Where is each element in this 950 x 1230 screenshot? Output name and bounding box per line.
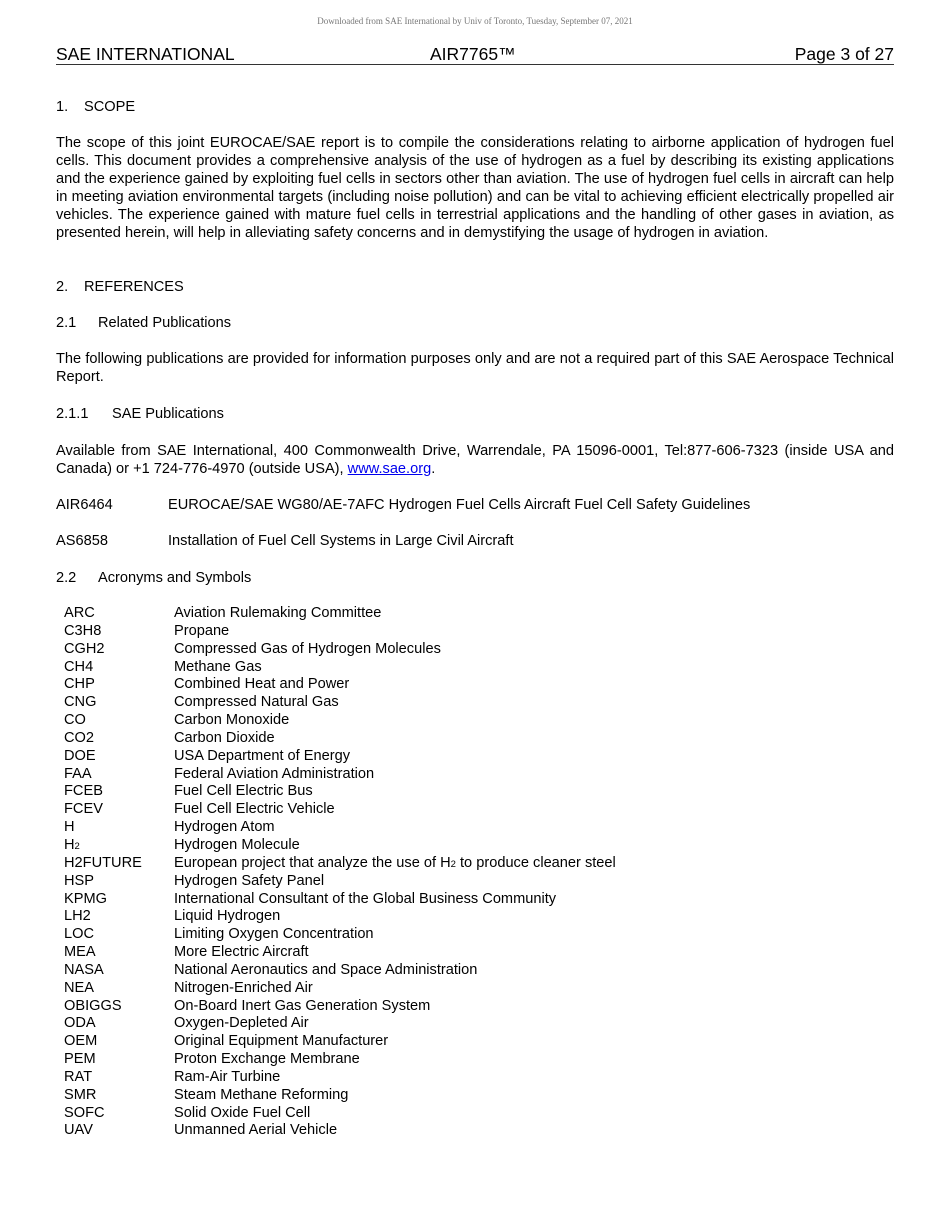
acronym-text: CHP — [64, 676, 95, 693]
acronym-row — [64, 766, 864, 784]
acronym-definition — [174, 1069, 280, 1087]
reference-description: EUROCAE/SAE WG80/AE-7AFC Hydrogen Fuel Cells Aircraft Fuel Cell Safety Guidelines — [168, 497, 751, 513]
acronym-text: FCEB — [64, 783, 103, 800]
definition-text: Oxygen-Depleted Air — [174, 1015, 309, 1032]
acronym — [64, 605, 95, 623]
acronym-definition — [174, 676, 349, 694]
acronym-text: H2FUTURE — [64, 854, 142, 871]
acronym — [64, 908, 91, 926]
section-2-heading — [56, 278, 184, 296]
definition-text: Methane Gas — [174, 658, 262, 675]
subscript: 2 — [450, 858, 456, 870]
download-watermark: Downloaded from SAE International by Univ of Toronto, Tuesday, September 07, 2021 — [317, 16, 633, 26]
acronym-text: FCEV — [64, 801, 103, 818]
definition-text: European project that analyze the use of H — [174, 854, 451, 871]
acronym-definition — [174, 1033, 388, 1051]
acronym-text: PEM — [64, 1051, 96, 1068]
acronym-row — [64, 1015, 864, 1033]
section-2-2-heading — [56, 569, 251, 587]
period: . — [431, 461, 436, 477]
definition-text: Unmanned Aerial Vehicle — [174, 1122, 338, 1139]
acronym-text: SOFC — [64, 1104, 105, 1121]
acronym-text: CO — [64, 712, 86, 729]
acronym-row — [64, 980, 864, 998]
reference-description: Installation of Fuel Cell Systems in Large Civil Aircraft — [168, 533, 514, 549]
definition-text: Ram-Air Turbine — [174, 1068, 281, 1085]
definition-text: Limiting Oxygen Concentration — [174, 926, 374, 943]
acronym-row — [64, 926, 864, 944]
acronym-definition — [174, 1087, 348, 1105]
acronym-text: OBIGGS — [64, 997, 122, 1014]
acronym-definition — [174, 873, 324, 891]
acronym-row — [64, 962, 864, 980]
definition-text: Steam Methane Reforming — [174, 1086, 349, 1103]
acronym-text: NASA — [64, 961, 104, 978]
acronym — [64, 659, 93, 677]
reference-code: AIR6464 — [56, 497, 113, 513]
acronym — [64, 801, 103, 819]
acronym — [64, 837, 80, 856]
acronym-row — [64, 641, 864, 659]
acronym-definition — [174, 819, 275, 837]
definition-text: Fuel Cell Electric Vehicle — [174, 801, 335, 818]
header-org: SAE INTERNATIONAL — [56, 44, 235, 64]
sae-website-link[interactable]: www.sae.org — [347, 461, 432, 477]
acronym-row — [64, 873, 864, 891]
acronym-definition — [174, 605, 381, 623]
acronym-text: CGH2 — [64, 640, 105, 657]
acronym — [64, 962, 104, 980]
acronym-row — [64, 783, 864, 801]
acronym-row — [64, 819, 864, 837]
section-2-1-1-heading — [56, 405, 224, 423]
section-title: REFERENCES — [84, 279, 184, 295]
acronym-row — [64, 891, 864, 909]
acronym-row — [64, 837, 864, 855]
acronym-definition — [174, 641, 441, 659]
acronym — [64, 748, 96, 766]
acronym — [64, 998, 122, 1016]
acronym-row — [64, 1087, 864, 1105]
acronym-text: CO2 — [64, 729, 95, 746]
acronym-definition — [174, 712, 289, 730]
acronym-row — [64, 1033, 864, 1051]
acronym-text: LH2 — [64, 908, 91, 925]
acronym — [64, 926, 94, 944]
acronym-row — [64, 908, 864, 926]
acronym-definition — [174, 980, 313, 998]
definition-text: Combined Heat and Power — [174, 676, 350, 693]
acronym — [64, 873, 94, 891]
acronym-definition — [174, 962, 477, 980]
acronym — [64, 891, 107, 909]
related-publications-paragraph: The following publications are provided for information purposes only and are not a required part of this SAE Aerospace Technical Report. — [56, 351, 894, 385]
acronym-definition — [174, 694, 339, 712]
acronym-definition — [174, 801, 335, 819]
acronym-definition — [174, 926, 374, 944]
acronym-text: NEA — [64, 979, 95, 996]
definition-text: Proton Exchange Membrane — [174, 1051, 360, 1068]
acronym-text: CH4 — [64, 658, 94, 675]
acronym-text: KPMG — [64, 890, 107, 907]
acronym-definition — [174, 730, 275, 748]
definition-text: Hydrogen Safety Panel — [174, 872, 325, 889]
acronym — [64, 819, 75, 837]
acronym-text: OEM — [64, 1033, 98, 1050]
acronym-row — [64, 1105, 864, 1123]
acronym-text: LOC — [64, 926, 95, 943]
acronym-text: DOE — [64, 747, 96, 764]
acronym — [64, 1122, 93, 1140]
section-title: SCOPE — [84, 99, 136, 115]
acronym — [64, 676, 95, 694]
acronym — [64, 1033, 97, 1051]
acronym — [64, 623, 101, 641]
acronym — [64, 641, 105, 659]
acronym — [64, 766, 92, 784]
section-title: SAE Publications — [112, 406, 224, 422]
acronym-row — [64, 712, 864, 730]
acronym-text: H — [64, 836, 75, 853]
acronym-definition — [174, 748, 350, 766]
acronym-row — [64, 623, 864, 641]
acronym-definition — [174, 837, 300, 855]
section-number: 1. — [56, 99, 69, 115]
reference-code: AS6858 — [56, 533, 108, 549]
acronym-list — [64, 605, 864, 1140]
definition-text: to produce cleaner steel — [455, 854, 616, 871]
acronym-row — [64, 1051, 864, 1069]
acronym-row — [64, 998, 864, 1016]
acronym-text: MEA — [64, 944, 96, 961]
definition-text: Fuel Cell Electric Bus — [174, 783, 313, 800]
definition-text: Solid Oxide Fuel Cell — [174, 1104, 311, 1121]
acronym — [64, 712, 86, 730]
acronym — [64, 1069, 92, 1087]
definition-text: Nitrogen-Enriched Air — [174, 979, 313, 996]
scope-paragraph: The scope of this joint EUROCAE/SAE report is to compile the considerations relating to airborne application of hydrogen fuel cells. This document provides a comprehensive analysis of the use of hydrogen as a fuel by describing its existing applications and the experience gained by exploiting fuel cells in sectors other than aviation. The use of hydrogen fuel cells in aircraft can help in meeting aviation environmental targets (including noise pollution) and can be vital to achieving efficient electrically propelled air vehicles. The experience gained with mature fuel cells in terrestrial applications and the handling of other gases in aviation, as presented herein, will help in alleviating safety concerns and in demystifying the usage of hydrogen in aviation. — [56, 135, 894, 241]
acronym-row — [64, 748, 864, 766]
acronym-text: C3H8 — [64, 622, 102, 639]
acronym — [64, 1015, 96, 1033]
subscript: 2 — [74, 840, 80, 852]
acronym-row — [64, 659, 864, 677]
acronym-definition — [174, 908, 280, 926]
acronym-definition — [174, 1122, 337, 1140]
section-2-1-heading — [56, 314, 231, 332]
definition-text: More Electric Aircraft — [174, 944, 309, 961]
definition-text: Compressed Natural Gas — [174, 694, 339, 711]
definition-text: Hydrogen Molecule — [174, 836, 300, 853]
section-title: Acronyms and Symbols — [98, 570, 252, 586]
acronym — [64, 1051, 96, 1069]
section-number: 2.2 — [56, 570, 77, 586]
definition-text: Original Equipment Manufacturer — [174, 1033, 389, 1050]
acronym-text: CNG — [64, 694, 97, 711]
acronym — [64, 980, 94, 998]
acronym-row — [64, 694, 864, 712]
definition-text: Propane — [174, 622, 230, 639]
definition-text: Federal Aviation Administration — [174, 765, 375, 782]
acronym-definition — [174, 855, 616, 874]
acronym-row — [64, 730, 864, 748]
acronym-text: H — [64, 819, 75, 836]
acronym-text: RAT — [64, 1068, 93, 1085]
acronym-text: ODA — [64, 1015, 96, 1032]
availability-text: Available from SAE International, 400 Commonwealth Drive, Warrendale, PA 15096-0001, Tel:877-606-7323 (inside USA and Canada) or +1 724-776-4970 (outside USA), — [56, 443, 894, 477]
definition-text: Aviation Rulemaking Committee — [174, 605, 382, 621]
acronym — [64, 855, 142, 873]
definition-text: International Consultant of the Global Business Community — [174, 890, 557, 907]
acronym-definition — [174, 783, 313, 801]
section-1-heading — [56, 98, 135, 116]
definition-text: Hydrogen Atom — [174, 819, 275, 836]
acronym — [64, 1087, 96, 1105]
acronym-row — [64, 676, 864, 694]
acronym-definition — [174, 891, 556, 909]
definition-text: National Aeronautics and Space Administration — [174, 961, 478, 978]
acronym-row — [64, 944, 864, 962]
definition-text: Liquid Hydrogen — [174, 908, 281, 925]
section-number: 2.1 — [56, 315, 77, 331]
acronym-definition — [174, 1105, 310, 1123]
acronym — [64, 730, 94, 748]
acronym — [64, 694, 96, 712]
acronym — [64, 1105, 105, 1123]
acronym-text: ARC — [64, 605, 95, 621]
acronym-definition — [174, 1015, 309, 1033]
acronym-definition — [174, 998, 430, 1016]
acronym-row — [64, 855, 864, 873]
page-header — [56, 44, 894, 65]
acronym-definition — [174, 944, 309, 962]
header-doc-id: AIR7765™ — [430, 44, 516, 64]
acronym-row — [64, 801, 864, 819]
acronym-row — [64, 1122, 864, 1140]
acronym-text: UAV — [64, 1122, 93, 1139]
sae-publications-paragraph — [56, 442, 894, 478]
section-number: 2. — [56, 279, 69, 295]
acronym-text: SMR — [64, 1086, 97, 1103]
acronym-row — [64, 1069, 864, 1087]
definition-text: Carbon Monoxide — [174, 712, 290, 729]
definition-text: On-Board Inert Gas Generation System — [174, 997, 431, 1014]
header-page-number: Page 3 of 27 — [794, 44, 894, 64]
definition-text: USA Department of Energy — [174, 747, 351, 764]
acronym-text: HSP — [64, 872, 95, 889]
section-title: Related Publications — [98, 315, 232, 331]
definition-text: Carbon Dioxide — [174, 729, 275, 746]
acronym — [64, 944, 96, 962]
definition-text: Compressed Gas of Hydrogen Molecules — [174, 640, 441, 657]
acronym — [64, 783, 103, 801]
acronym-definition — [174, 766, 374, 784]
section-number: 2.1.1 — [56, 406, 89, 422]
acronym-text: FAA — [64, 765, 92, 782]
acronym-definition — [174, 1051, 360, 1069]
acronym-definition — [174, 659, 262, 677]
acronym-definition — [174, 623, 229, 641]
acronym-row — [64, 605, 864, 623]
